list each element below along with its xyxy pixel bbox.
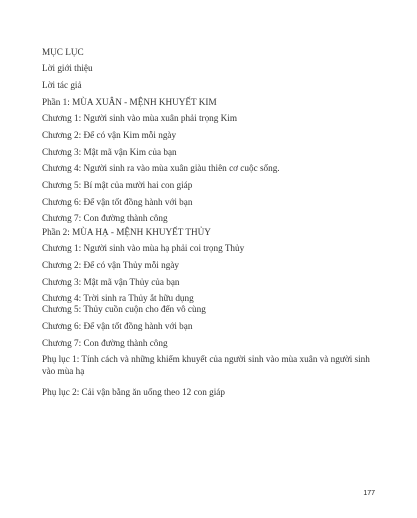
- toc-part-1-chapter-5: Chương 5: Bí mật của mười hai con giáp: [42, 180, 193, 190]
- page-number: 177: [363, 490, 375, 497]
- toc-heading: MỤC LỤC: [42, 47, 84, 57]
- toc-part-2-chapter-5: Chương 5: Thủy cuồn cuộn cho đến vô cùng: [42, 304, 206, 314]
- toc-appendix-2: Phụ lục 2: Cải vận bằng ăn uống theo 12 con giáp: [42, 387, 225, 397]
- toc-part-1-chapter-6: Chương 6: Để vận tốt đồng hành với bạn: [42, 197, 193, 207]
- toc-part-2-chapter-1: Chương 1: Người sinh vào mùa hạ phải coi trọng Thủy: [42, 243, 245, 253]
- toc-part-1-chapter-7: Chương 7: Con đường thành công: [42, 213, 168, 223]
- toc-part-1-chapter-3: Chương 3: Mật mã vận Kim của bạn: [42, 147, 177, 157]
- toc-appendix-1: Phụ lục 1: Tính cách và những khiếm khuyết của người sinh vào mùa xuân và người sinh vào mùa hạ: [42, 354, 370, 376]
- toc-part-1-chapter-1: Chương 1: Người sinh vào mùa xuân phải trọng Kim: [42, 113, 237, 123]
- toc-part-1: Phần 1: MÙA XUÂN - MỆNH KHUYẾT KIM: [42, 97, 217, 107]
- toc-part-2-chapter-6: Chương 6: Để vận tốt đồng hành với bạn: [42, 321, 193, 331]
- toc-item-author-note: Lời tác giả: [42, 80, 82, 90]
- toc-part-2: Phần 2: MÙA HẠ - MỆNH KHUYẾT THỦY: [42, 227, 211, 237]
- toc-part-1-chapter-2: Chương 2: Để có vận Kim mỗi ngày: [42, 130, 177, 140]
- toc-part-2-chapter-2: Chương 2: Để có vận Thủy mỗi ngày: [42, 260, 180, 270]
- toc-part-2-chapter-3: Chương 3: Mật mã vận Thủy của bạn: [42, 277, 180, 287]
- toc-part-1-chapter-4: Chương 4: Người sinh ra vào mùa xuân giàu thiên cơ cuộc sống.: [42, 163, 280, 173]
- toc-item-introduction: Lời giới thiệu: [42, 63, 93, 73]
- toc-part-2-chapter-4: Chương 4: Trời sinh ra Thủy ắt hữu dụng: [42, 293, 194, 303]
- toc-part-2-chapter-7: Chương 7: Con đường thành công: [42, 338, 168, 348]
